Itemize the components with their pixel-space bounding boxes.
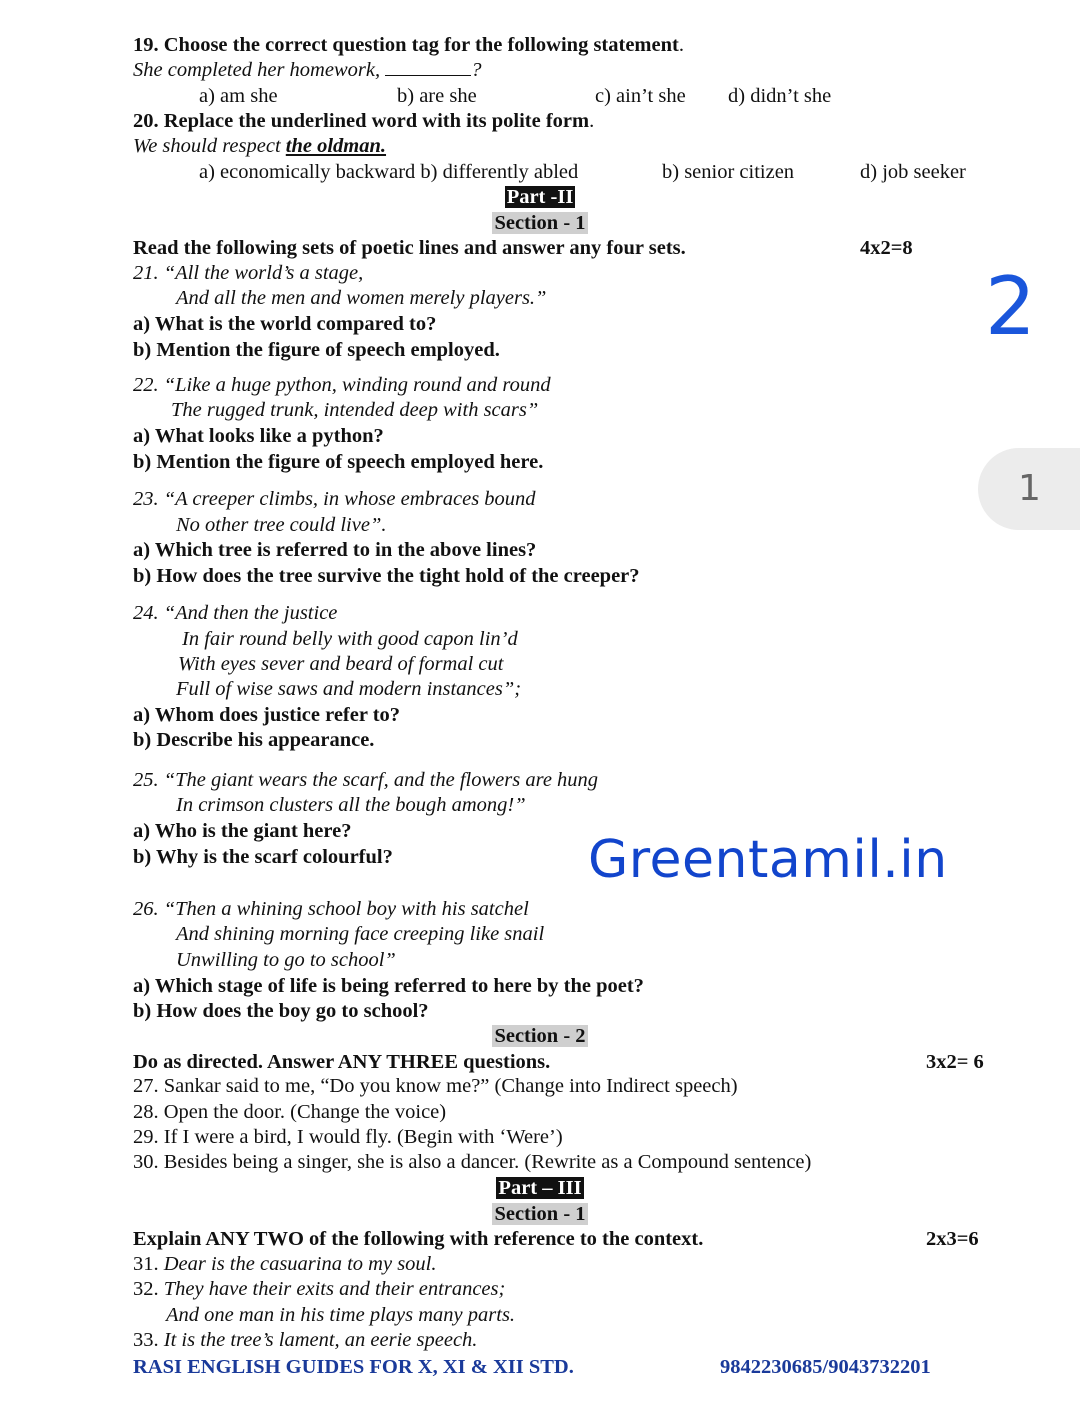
- q26-line1: 26. “Then a whining school boy with his satchel: [133, 898, 529, 920]
- watermark-greentamil: Greentamil.in: [588, 830, 948, 890]
- part2-section2-heading: Section - 2: [494, 1025, 586, 1047]
- part3-heading: Part – III: [498, 1177, 582, 1199]
- marks-poetic: 4x2=8: [860, 237, 913, 259]
- q32-line1: 32. They have their exits and their entrances;: [133, 1278, 506, 1300]
- q20-option-a: a) economically backward b) differently abled: [199, 161, 579, 183]
- instruction-poetic: Read the following sets of poetic lines and answer any four sets.: [133, 237, 686, 259]
- page-number-overlay: 2: [985, 260, 1036, 353]
- q32-line2: And one man in his time plays many parts.: [166, 1304, 516, 1326]
- footer-publisher: RASI ENGLISH GUIDES FOR X, XI & XII STD.: [133, 1356, 574, 1378]
- q19-option-d: d) didn’t she: [728, 85, 832, 107]
- instruction-explain: Explain ANY TWO of the following with reference to the context.: [133, 1228, 704, 1250]
- q21-line2: And all the men and women merely players.”: [176, 287, 547, 309]
- q22-line2: The rugged trunk, intended deep with scars”: [171, 399, 539, 421]
- footer-phone-numbers: 9842230685/9043732201: [720, 1356, 931, 1378]
- q24-question-b: b) Describe his appearance.: [133, 729, 375, 751]
- part2-heading: Part -II: [506, 186, 574, 208]
- q20-option-d: d) job seeker: [860, 161, 966, 183]
- q23-question-a: a) Which tree is referred to in the above lines?: [133, 539, 537, 561]
- instruction-do-as-directed: Do as directed. Answer ANY THREE questions.: [133, 1051, 551, 1073]
- q26-line3: Unwilling to go to school”: [176, 949, 396, 971]
- q20-title: 20. Replace the underlined word with its polite form.: [133, 110, 595, 132]
- q19-statement: She completed her homework, ?: [133, 59, 482, 81]
- q23-line1: 23. “A creeper climbs, in whose embraces bound: [133, 488, 536, 510]
- q27: 27. Sankar said to me, “Do you know me?” (Change into Indirect speech): [133, 1075, 738, 1097]
- q26-question-a: a) Which stage of life is being referred to here by the poet?: [133, 975, 644, 997]
- q25-question-a: a) Who is the giant here?: [133, 820, 352, 842]
- marks-explain: 2x3=6: [926, 1228, 979, 1250]
- q33: 33. It is the tree’s lament, an eerie speech.: [133, 1329, 478, 1351]
- q21-question-b: b) Mention the figure of speech employed.: [133, 339, 500, 361]
- answer-blank: [385, 59, 471, 76]
- q19-option-a: a) am she: [199, 85, 278, 107]
- marks-do-as-directed: 3x2= 6: [926, 1051, 984, 1073]
- q26-question-b: b) How does the boy go to school?: [133, 1000, 429, 1022]
- q26-line2: And shining morning face creeping like snail: [176, 923, 545, 945]
- q22-line1: 22. “Like a huge python, winding round and round: [133, 374, 551, 396]
- q25-line1: 25. “The giant wears the scarf, and the flowers are hung: [133, 769, 599, 791]
- part2-section1-heading: Section - 1: [494, 212, 586, 234]
- q25-line2: In crimson clusters all the bough among!”: [176, 794, 526, 816]
- q23-line2: No other tree could live”.: [176, 514, 387, 536]
- q23-question-b: b) How does the tree survive the tight hold of the creeper?: [133, 565, 640, 587]
- q29: 29. If I were a bird, I would fly. (Begin with ‘Were’): [133, 1126, 563, 1148]
- q28: 28. Open the door. (Change the voice): [133, 1101, 447, 1123]
- q24-line3: With eyes sever and beard of formal cut: [178, 653, 504, 675]
- q20-option-b: b) senior citizen: [662, 161, 795, 183]
- q22-question-b: b) Mention the figure of speech employed here.: [133, 451, 544, 473]
- page-indicator-number: 1: [1018, 468, 1041, 509]
- q31: 31. Dear is the casuarina to my soul.: [133, 1253, 437, 1275]
- q21-question-a: a) What is the world compared to?: [133, 313, 437, 335]
- q24-question-a: a) Whom does justice refer to?: [133, 704, 401, 726]
- q22-question-a: a) What looks like a python?: [133, 425, 384, 447]
- q19-option-c: c) ain’t she: [595, 85, 686, 107]
- q19-option-b: b) are she: [397, 85, 477, 107]
- q24-line2: In fair round belly with good capon lin’d: [182, 628, 518, 650]
- part3-section1-heading: Section - 1: [494, 1203, 586, 1225]
- q25-question-b: b) Why is the scarf colourful?: [133, 846, 393, 868]
- underlined-word: the oldman.: [285, 135, 387, 157]
- q19-title: 19. Choose the correct question tag for the following statement.: [133, 34, 684, 56]
- q24-line4: Full of wise saws and modern instances”;: [176, 678, 522, 700]
- q24-line1: 24. “And then the justice: [133, 602, 338, 624]
- q20-statement: We should respect the oldman.: [133, 135, 387, 157]
- q21-line1: 21. “All the world’s a stage,: [133, 262, 364, 284]
- q30: 30. Besides being a singer, she is also a dancer. (Rewrite as a Compound sentence): [133, 1151, 812, 1173]
